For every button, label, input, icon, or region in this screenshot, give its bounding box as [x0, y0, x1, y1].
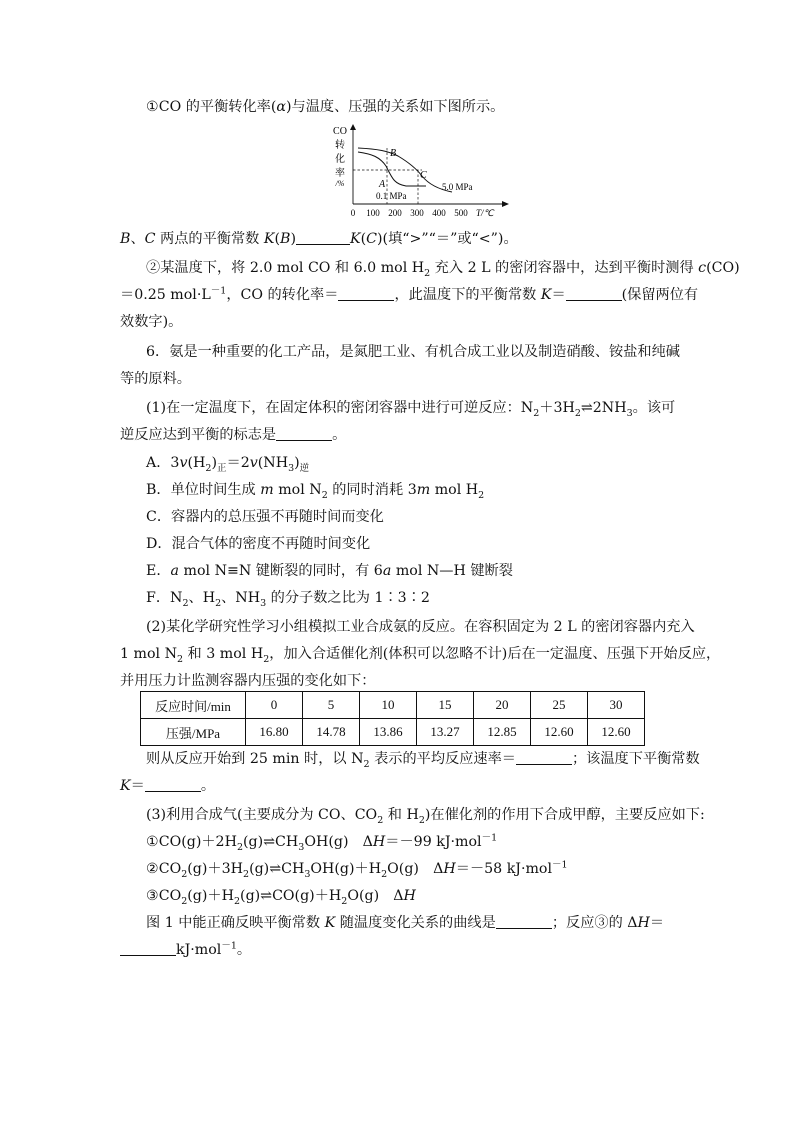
x-axis-arrow — [502, 201, 509, 207]
table-cell: 13.86 — [360, 719, 417, 746]
q5-item1-intro: ①CO 的平衡转化率(α)与温度、压强的关系如下图所示。 — [146, 99, 505, 115]
q6-part2-question-line1: 则从反应开始到 25 min 时，以 $N_2$ 表示的平均反应速率＝ ；该温度下平衡常数 — [146, 751, 700, 770]
option-d[interactable]: D．混合气体的密度不再随时间变化 — [146, 536, 371, 552]
point-label-a: A — [379, 179, 386, 190]
q5-item2-line3: 效数字)。 — [120, 314, 183, 330]
x-tick: 200 — [388, 208, 402, 218]
q5-item2-line1: ②某温度下，将 2.0 mol CO 和 6.0 mol $H_2$ 充入 2 L 的密闭容器中，达到平衡时测得 c(CO) — [146, 260, 740, 279]
reaction-3: $③CO_2(g)+H_2(g)\rightleftharpoons CO(g)+H_2O(g)$ ΔH — [146, 888, 416, 907]
q6-part2-line2: 1 mol $N_2$ 和 3 mol $H_2$，加入合适催化剂(体积可以忽略不计)后在一定温度、压强下开始反应， — [120, 646, 721, 665]
q6-part3-question-line2: kJ·mol$^{-1}$。 — [120, 940, 251, 960]
q6-part1-line1: (1)在一定温度下，在固定体积的密闭容器中进行可逆反应：$N_2+3H_2\rightleftharpoons 2NH_3$。该可 — [146, 400, 676, 419]
option-a[interactable]: A．$3v(H_2)_正=2v(NH_3)_逆$ — [146, 455, 310, 474]
pressure-table — [140, 691, 645, 746]
y-label-char: 化 — [335, 154, 345, 165]
table-cell: 12.60 — [531, 719, 588, 746]
conversion-rate-chart — [326, 124, 516, 224]
option-e[interactable]: E．a mol N≡N 键断裂的同时，有 6a mol N—H 键断裂 — [146, 563, 513, 579]
q5-item2-line2: ＝0.25 $mol\cdot L^{-1}$，CO 的转化率＝ ，此温度下的平衡常数 K＝ (保留两位有 — [120, 285, 699, 303]
q5-item1-question: B、C 两点的平衡常数 K(B) K(C)(填“>”“＝”或“<”)。 — [120, 231, 518, 247]
table-cell: 14.78 — [303, 719, 360, 746]
q6-part2-line1: (2)某化学研究性学习小组模拟工业合成氨的反应。在容积固定为 2 L 的密闭容器内充入 — [146, 619, 695, 635]
x-axis-label: T/℃ — [476, 208, 494, 218]
x-tick: 500 — [454, 208, 468, 218]
q6-stem-line2: 等的原料。 — [120, 371, 191, 387]
option-f[interactable]: F．$N_2$、$H_2$、$NH_3$ 的分子数之比为 1∶3∶2 — [146, 590, 430, 609]
y-label-char: 率 — [335, 168, 345, 179]
table-cell: 12.85 — [474, 719, 531, 746]
table-cell: 25 — [531, 692, 588, 719]
table-cell: 12.60 — [588, 719, 645, 746]
y-label-char: /% — [335, 179, 345, 188]
table-row — [141, 692, 645, 719]
table-cell: 5 — [303, 692, 360, 719]
reaction-2: $②CO_2(g)+3H_2(g)\rightleftharpoons CH_3OH(g)+H_2O(g)$ ΔH＝－58 kJ·mol$^{-1}$ — [146, 859, 568, 880]
table-cell: 15 — [417, 692, 474, 719]
table-header-time: 反应时间/min — [141, 692, 246, 719]
q6-part2-question-line2: K＝ 。 — [120, 778, 216, 794]
y-axis-arrow — [350, 124, 356, 130]
q6-part3-question-line1: 图 1 中能正确反映平衡常数 K 随温度变化关系的曲线是 ；反应③的 ΔH＝ — [146, 915, 665, 931]
q6-part2-line3: 并用压力计监测容器内压强的变化如下： — [120, 673, 376, 689]
y-label-char: 转 — [335, 140, 345, 151]
x-tick: 400 — [432, 208, 446, 218]
curve-label-5mpa: 5.0 MPa — [442, 182, 473, 192]
y-label-char: CO — [333, 126, 347, 137]
x-tick: 0 — [350, 208, 356, 218]
curve-label-0.1mpa: 0.1 MPa — [376, 191, 407, 201]
table-cell: 0 — [246, 692, 303, 719]
point-label-b: B — [390, 148, 397, 159]
q6-part3-line1: (3)利用合成气(主要成分为 CO、$CO_2$ 和 $H_2$)在催化剂的作用下合成甲醇，主要反应如下: — [146, 807, 705, 826]
table-cell: 13.27 — [417, 719, 474, 746]
q6-stem-line1: 6．氨是一种重要的化工产品，是氮肥工业、有机合成工业以及制造硝酸、铵盐和纯碱 — [146, 344, 680, 360]
table-cell: 30 — [588, 692, 645, 719]
x-tick: 100 — [366, 208, 380, 218]
table-header-pressure: 压强/MPa — [141, 719, 246, 746]
x-tick: 300 — [410, 208, 424, 218]
table-cell: 16.80 — [246, 719, 303, 746]
option-c[interactable]: C．容器内的总压强不再随时间而变化 — [146, 509, 384, 525]
option-b[interactable]: B．单位时间生成 m mol $N_2$ 的同时消耗 3m mol $H_2$ — [146, 482, 485, 501]
y-axis-label — [333, 126, 347, 188]
x-tick-labels — [351, 208, 469, 218]
q6-part1-line2: 逆反应达到平衡的标志是 。 — [120, 427, 347, 443]
point-label-c: C — [420, 170, 427, 181]
table-cell: 20 — [474, 692, 531, 719]
reaction-1: $①CO(g)+2H_2(g)\rightleftharpoons CH_3OH(g)$ ΔH＝－99 kJ·mol$^{-1}$ — [146, 832, 498, 853]
table-cell: 10 — [360, 692, 417, 719]
table-row — [141, 719, 645, 746]
